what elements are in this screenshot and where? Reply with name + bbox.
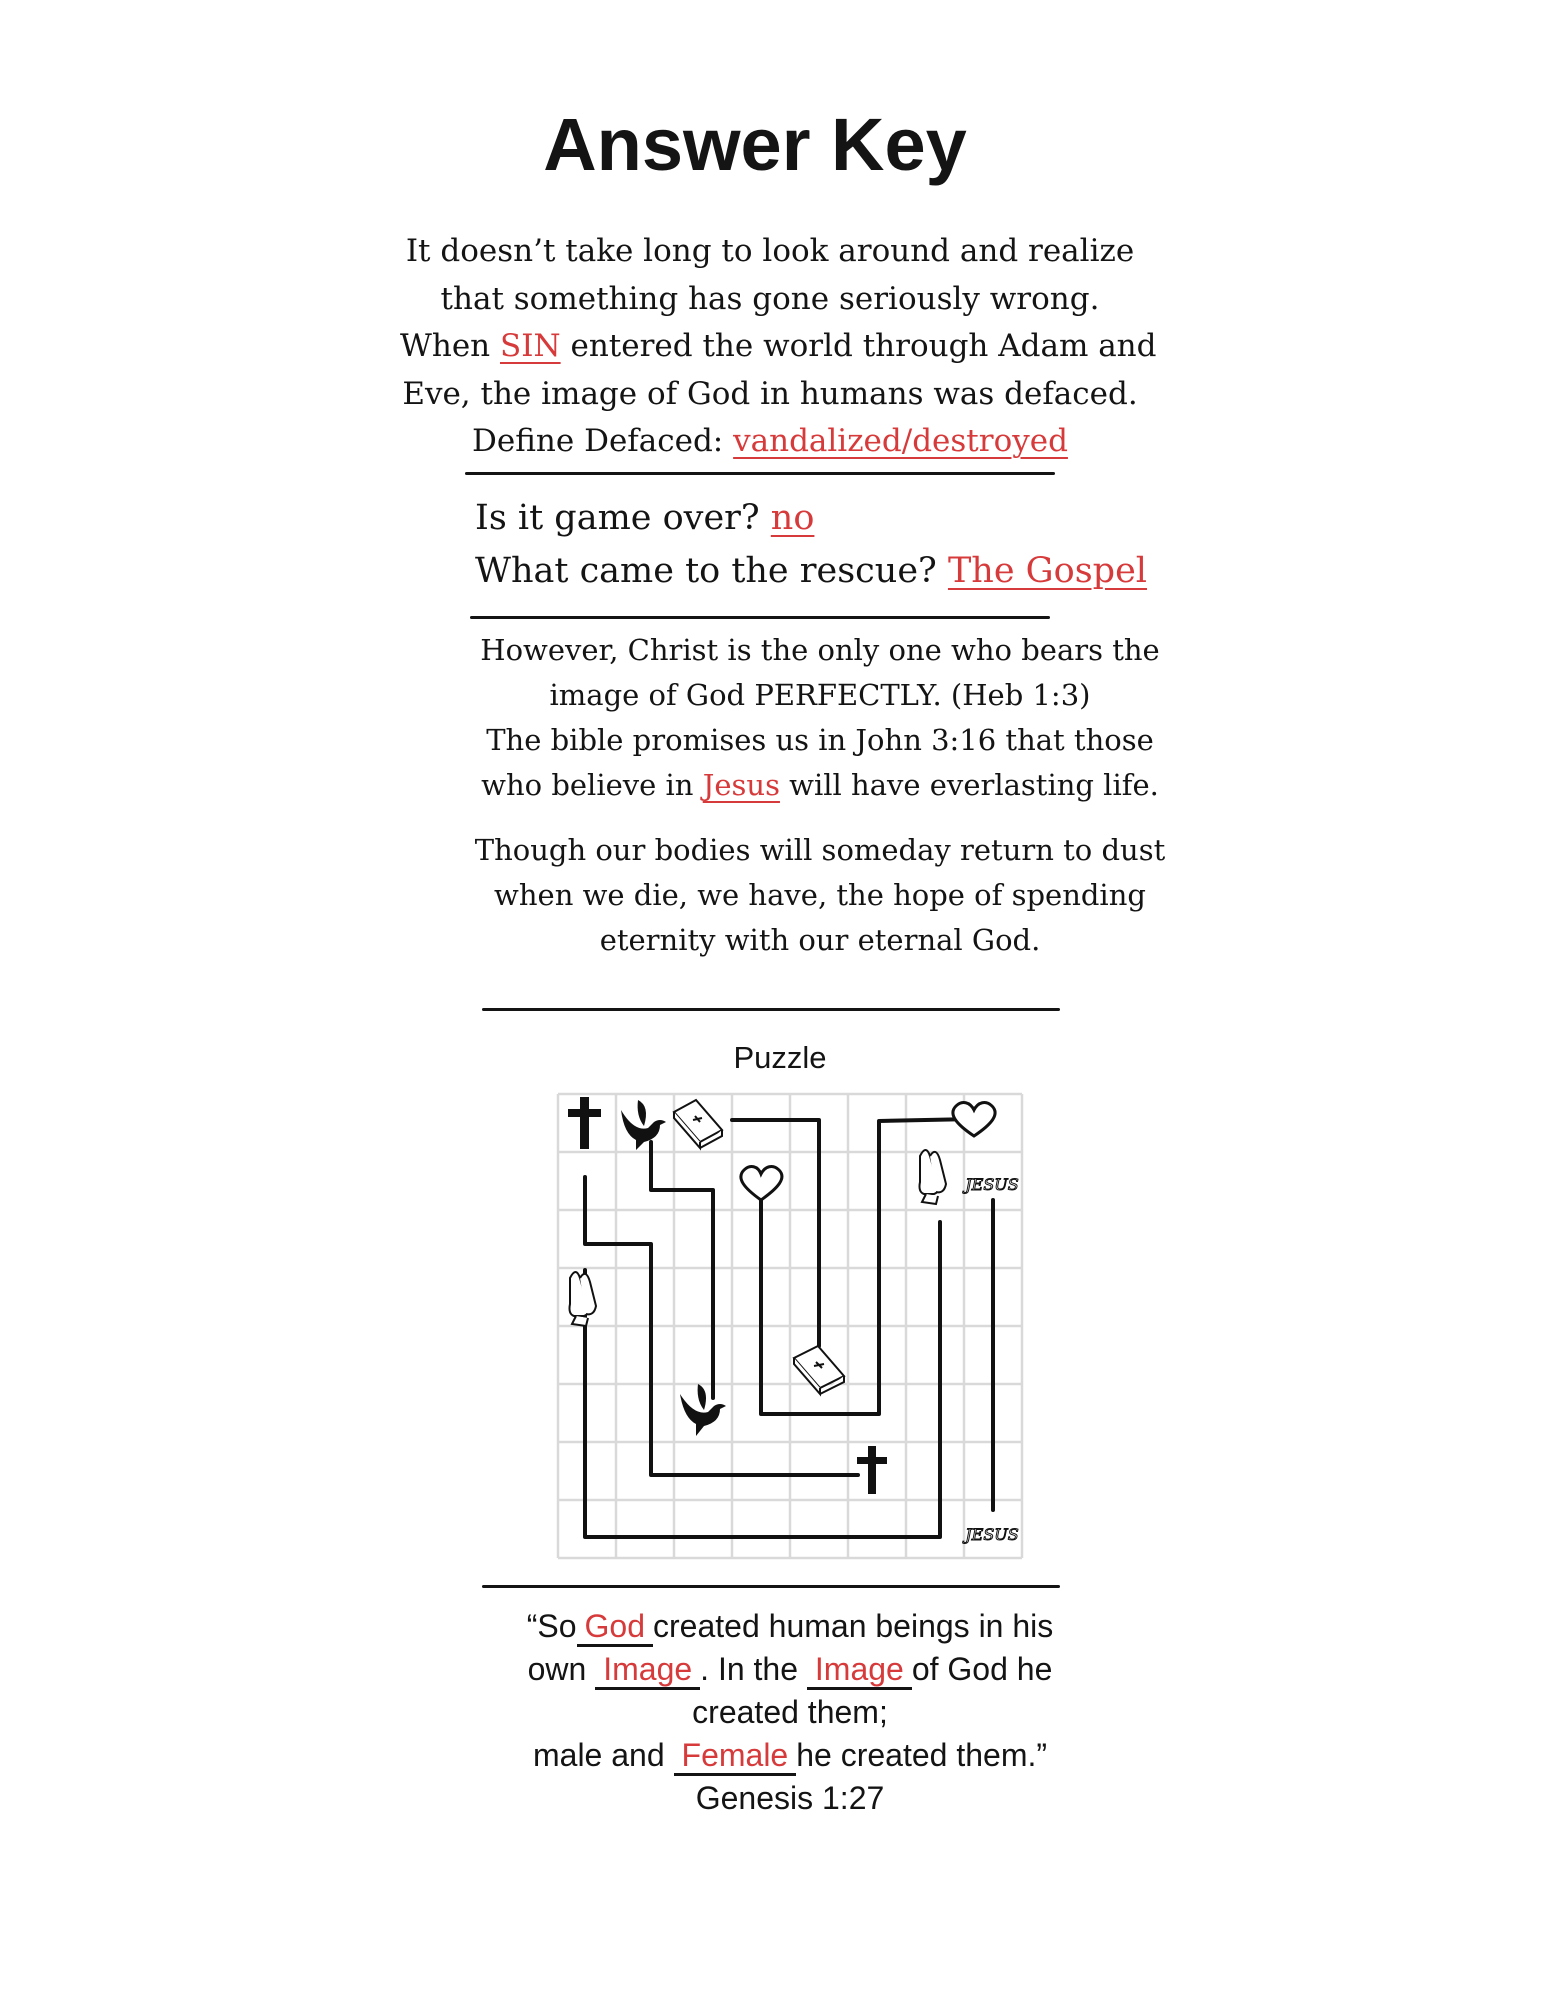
hope-paragraph xyxy=(440,828,1200,963)
intro-paragraph xyxy=(400,228,1157,466)
intro-line-5 xyxy=(400,418,1140,466)
answer-god: God xyxy=(577,1609,653,1647)
verse-line-1-end: created human beings in his xyxy=(653,1608,1054,1644)
answer-defaced: vandalized/destroyed xyxy=(733,423,1068,459)
questions-block xyxy=(475,492,1147,598)
verse-line-4-end: he created them.” xyxy=(796,1737,1048,1773)
question-1-text: Is it game over? xyxy=(475,498,760,538)
hope-line-2: when we die, we have, the hope of spending xyxy=(494,878,1146,912)
dove-icon xyxy=(621,1100,666,1150)
question-2 xyxy=(475,545,1147,598)
verse-line-1 xyxy=(500,1605,1080,1648)
heart-icon xyxy=(741,1167,782,1200)
verse-line-2 xyxy=(500,1648,1080,1691)
christ-line-3: The bible promises us in John 3:16 that those xyxy=(486,723,1154,757)
bible-icon xyxy=(794,1346,844,1394)
hope-line-1: Though our bodies will someday return to dust xyxy=(474,833,1166,867)
path-bible-to-bible xyxy=(732,1120,819,1346)
divider-4 xyxy=(482,1585,1060,1588)
path-heart-to-heart xyxy=(761,1119,974,1414)
maze-grid xyxy=(558,1094,1022,1558)
verse-line-4-start: male and xyxy=(532,1737,665,1773)
christ-line-4-end: will have everlasting life. xyxy=(789,768,1159,802)
intro-line-3 xyxy=(400,323,1157,371)
praying-hands-icon xyxy=(570,1272,597,1326)
verse-block xyxy=(500,1605,1080,1820)
praying-hands-icon xyxy=(920,1150,947,1204)
define-defaced-label: Define Defaced: xyxy=(472,423,724,459)
divider-1 xyxy=(465,472,1055,475)
christ-line-1: However, Christ is the only one who bears the xyxy=(480,633,1160,667)
christ-line-4-start: who believe in xyxy=(481,768,694,802)
jesus-label: JESUS xyxy=(965,1525,1019,1544)
page-title: Answer Key xyxy=(543,103,967,186)
christ-paragraph xyxy=(440,628,1200,808)
cross-icon xyxy=(568,1097,601,1149)
intro-line-4: Eve, the image of God in humans was defaced. xyxy=(402,375,1138,412)
question-1 xyxy=(475,492,1147,545)
divider-2 xyxy=(470,616,1050,619)
verse-line-2-end: of God he xyxy=(911,1651,1053,1687)
divider-3 xyxy=(482,1008,1060,1011)
intro-line-3-end: entered the world through Adam and xyxy=(570,328,1157,364)
answer-rescue: The Gospel xyxy=(947,551,1147,591)
answer-image-2: Image xyxy=(807,1652,912,1690)
verse-line-2-mid: . In the xyxy=(700,1651,798,1687)
intro-line-1: It doesn’t take long to look around and realize xyxy=(405,233,1135,269)
verse-reference: Genesis 1:27 xyxy=(695,1780,885,1816)
jesus-label: JESUS xyxy=(965,1175,1019,1194)
christ-line-4 xyxy=(440,763,1200,808)
verse-line-4 xyxy=(500,1734,1080,1777)
answer-female: Female xyxy=(674,1738,797,1776)
puzzle-label: Puzzle xyxy=(733,1040,827,1075)
verse-line-3: created them; xyxy=(692,1694,888,1730)
christ-line-2: image of God PERFECTLY. (Heb 1:3) xyxy=(549,678,1091,712)
puzzle-maze xyxy=(556,1092,1026,1562)
intro-line-2: that something has gone seriously wrong. xyxy=(440,280,1100,317)
verse-line-1-start: “So xyxy=(526,1608,577,1644)
question-2-text: What came to the rescue? xyxy=(475,551,937,591)
dove-icon xyxy=(680,1384,726,1436)
answer-jesus: Jesus xyxy=(702,768,780,802)
verse-line-2-start: own xyxy=(527,1651,587,1687)
answer-image-1: Image xyxy=(595,1652,700,1690)
heart-icon xyxy=(953,1103,995,1136)
path-dove-to-dove xyxy=(651,1142,713,1398)
answer-sin: SIN xyxy=(500,328,561,364)
hope-line-3: eternity with our eternal God. xyxy=(599,923,1041,957)
cross-icon xyxy=(857,1446,887,1494)
answer-game-over: no xyxy=(770,498,815,538)
intro-line-3-start: When xyxy=(400,328,491,364)
bible-icon xyxy=(674,1100,722,1148)
